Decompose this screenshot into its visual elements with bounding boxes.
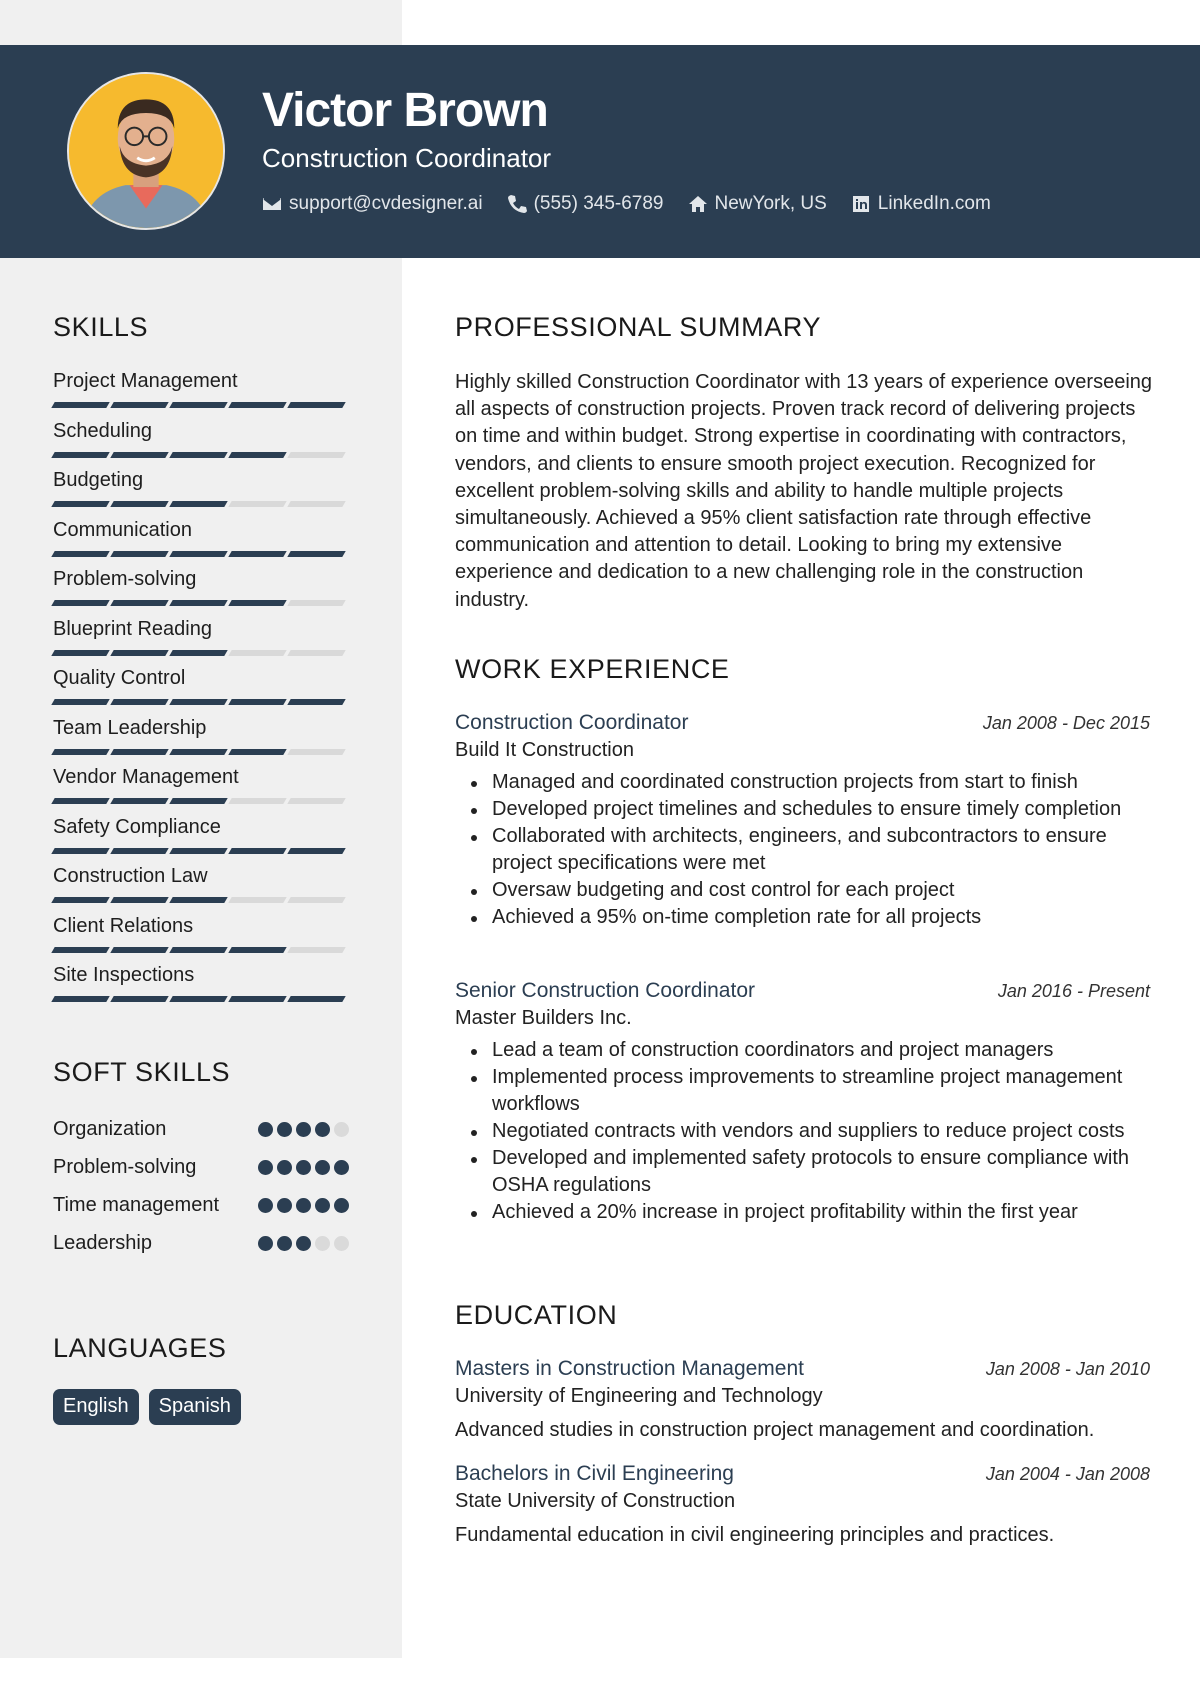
language-badge: Spanish [149, 1389, 241, 1425]
skill-level-bar [53, 551, 349, 557]
languages-heading: LANGUAGES [53, 1333, 227, 1363]
skill-label: Safety Compliance [53, 815, 221, 838]
skill-level-segment [51, 897, 109, 903]
skill-level-bar [53, 798, 349, 804]
job-date: Jan 2008 - Dec 2015 [982, 713, 1150, 733]
skill-level-segment [51, 501, 109, 507]
rating-dot [334, 1160, 349, 1175]
skill-item [53, 369, 349, 419]
skill-level-bar [53, 402, 349, 408]
skill-level-segment [287, 551, 345, 557]
rating-dot [334, 1236, 349, 1251]
soft-skill-rating [254, 1191, 349, 1219]
skill-level-segment [169, 402, 227, 408]
rating-dot [296, 1122, 311, 1137]
education-entry [455, 1357, 1150, 1443]
skill-level-segment [169, 897, 227, 903]
skill-level-segment [287, 947, 345, 953]
skill-level-segment [169, 798, 227, 804]
skill-item [53, 765, 349, 815]
skill-level-segment [51, 848, 109, 854]
contact-linkedin[interactable] [851, 193, 991, 215]
education-heading: EDUCATION [455, 1300, 618, 1330]
rating-dot [334, 1198, 349, 1213]
skill-level-segment [51, 996, 109, 1002]
job-date: Jan 2016 - Present [997, 981, 1150, 1001]
contact-phone[interactable] [507, 193, 664, 215]
skill-level-segment [228, 699, 286, 705]
job-bullet: Oversaw budgeting and cost control for each project [455, 877, 1150, 904]
candidate-name: Victor Brown [262, 84, 548, 137]
skill-level-segment [287, 402, 345, 408]
summary-heading: PROFESSIONAL SUMMARY [455, 312, 822, 342]
soft-skill-rating [254, 1153, 349, 1181]
degree-title: Masters in Construction Management [455, 1357, 804, 1380]
skill-level-segment [287, 501, 345, 507]
skill-label: Project Management [53, 370, 238, 392]
job-bullet: Developed project timelines and schedules to ensure timely completion [455, 796, 1150, 823]
skill-level-segment [51, 600, 109, 606]
skill-level-bar [53, 996, 349, 1002]
rating-dot [296, 1236, 311, 1251]
skill-level-segment [110, 551, 168, 557]
degree-description: Advanced studies in construction project management and coordination. [455, 1419, 1095, 1441]
rating-dot [277, 1160, 292, 1175]
skill-level-segment [51, 551, 109, 557]
job-bullet: Managed and coordinated construction projects from start to finish [455, 769, 1150, 796]
contact-linkedin-text: LinkedIn.com [877, 193, 991, 214]
job-bullet: Achieved a 20% increase in project profitability within the first year [455, 1199, 1150, 1226]
skill-level-segment [228, 947, 286, 953]
job-bullets [455, 769, 1150, 931]
soft-skills-heading: SOFT SKILLS [53, 1057, 231, 1087]
skill-level-segment [51, 699, 109, 705]
skill-item [53, 419, 349, 469]
skill-item [53, 864, 349, 914]
job-company: Master Builders Inc. [455, 1007, 632, 1029]
school-name: University of Engineering and Technology [455, 1385, 823, 1407]
contact-bar [262, 193, 1015, 215]
soft-skill-item [53, 1191, 349, 1219]
soft-skill-rating [254, 1229, 349, 1257]
job-bullet: Collaborated with architects, engineers, and subcontractors to ensure project specifications were met [455, 823, 1150, 877]
home-icon [688, 194, 708, 214]
skill-level-segment [228, 996, 286, 1002]
skill-level-segment [287, 699, 345, 705]
skill-level-segment [110, 501, 168, 507]
rating-dot [277, 1236, 292, 1251]
rating-dot [315, 1236, 330, 1251]
job-entry [455, 979, 1150, 1226]
languages-list [53, 1389, 251, 1425]
skill-level-segment [110, 600, 168, 606]
profile-photo [69, 74, 223, 228]
avatar [67, 72, 225, 230]
skill-level-segment [228, 600, 286, 606]
skill-item [53, 468, 349, 518]
school-name: State University of Construction [455, 1490, 736, 1512]
skill-item [53, 666, 349, 716]
skill-level-segment [169, 600, 227, 606]
contact-location-text: NewYork, US [714, 193, 827, 214]
skill-item [53, 815, 349, 865]
skill-level-segment [169, 699, 227, 705]
job-bullet: Achieved a 95% on-time completion rate for all projects [455, 904, 1150, 931]
skill-level-segment [287, 749, 345, 755]
skill-item [53, 963, 349, 1013]
skill-level-segment [110, 996, 168, 1002]
skill-level-segment [51, 452, 109, 458]
skill-level-segment [287, 452, 345, 458]
skill-level-segment [287, 600, 345, 606]
soft-skill-item [53, 1229, 349, 1257]
skill-label: Budgeting [53, 469, 144, 491]
skill-level-segment [228, 897, 286, 903]
skill-level-segment [169, 947, 227, 953]
rating-dot [315, 1122, 330, 1137]
skill-level-segment [110, 699, 168, 705]
skill-level-segment [228, 749, 286, 755]
rating-dot [315, 1160, 330, 1175]
skill-level-segment [110, 848, 168, 854]
job-bullet: Developed and implemented safety protocols to ensure compliance with OSHA regulations [455, 1145, 1150, 1199]
job-title: Senior Construction Coordinator [455, 979, 755, 1002]
skill-level-segment [110, 897, 168, 903]
skill-level-segment [110, 650, 168, 656]
skill-level-segment [287, 897, 345, 903]
skill-level-segment [110, 452, 168, 458]
skill-item [53, 617, 349, 667]
rating-dot [258, 1236, 273, 1251]
soft-skill-label: Leadership [53, 1232, 152, 1254]
skill-label: Scheduling [53, 419, 152, 442]
phone-icon [507, 194, 527, 214]
contact-location [688, 193, 827, 215]
skill-item [53, 914, 349, 964]
rating-dot [296, 1160, 311, 1175]
skill-label: Problem-solving [53, 568, 197, 590]
skill-level-segment [169, 551, 227, 557]
skill-level-segment [51, 749, 109, 755]
candidate-title: Construction Coordinator [262, 143, 552, 173]
job-bullets [455, 1037, 1150, 1226]
skill-label: Quality Control [53, 667, 186, 689]
skill-level-bar [53, 650, 349, 656]
skill-label: Client Relations [53, 914, 194, 937]
skill-label: Communication [53, 518, 192, 541]
skill-label: Site Inspections [53, 964, 195, 986]
skill-level-segment [51, 947, 109, 953]
soft-skill-label: Organization [53, 1118, 167, 1140]
rating-dot [334, 1122, 349, 1137]
contact-email-text: support@cvdesigner.ai [289, 193, 483, 214]
soft-skill-item [53, 1153, 349, 1181]
skill-level-segment [169, 848, 227, 854]
skill-label: Team Leadership [53, 716, 207, 739]
education-entry [455, 1462, 1150, 1548]
job-bullet: Lead a team of construction coordinators and project managers [455, 1037, 1150, 1064]
skill-level-bar [53, 749, 349, 755]
skills-list [53, 369, 349, 1013]
skill-level-segment [287, 650, 345, 656]
skill-level-segment [287, 798, 345, 804]
job-bullet: Implemented process improvements to streamline project management workflows [455, 1064, 1150, 1118]
skill-level-segment [228, 650, 286, 656]
rating-dot [296, 1198, 311, 1213]
skill-level-segment [169, 452, 227, 458]
skill-level-bar [53, 947, 349, 953]
degree-date: Jan 2008 - Jan 2010 [985, 1359, 1150, 1379]
contact-email[interactable] [262, 193, 483, 215]
soft-skills-list [53, 1115, 349, 1267]
skill-level-segment [169, 501, 227, 507]
skill-level-bar [53, 600, 349, 606]
linkedin-icon [851, 194, 871, 214]
skill-label: Blueprint Reading [53, 617, 212, 640]
soft-skill-rating [254, 1115, 349, 1143]
rating-dot [258, 1198, 273, 1213]
skill-level-segment [110, 798, 168, 804]
summary-text: Highly skilled Construction Coordinator with 13 years of experience overseeing all aspects of construction projects. Proven track record of delivering projects on time and within budget. Strong expertise in coordinating with contractors, vendors, and clients to ensure smooth project execution. Recognized for excellent problem-solving skills and ability to handle multiple projects simultaneously. Achieved a 95% client satisfaction rate through effective communication and attention to detail. Looking to bring my extensive experience and dedication to a new challenging role in the construction industry. [455, 371, 1153, 611]
job-bullet: Negotiated contracts with vendors and suppliers to reduce project costs [455, 1118, 1150, 1145]
language-badge: English [53, 1389, 139, 1425]
skill-level-segment [287, 848, 345, 854]
skill-item [53, 518, 349, 568]
rating-dot [277, 1122, 292, 1137]
skill-level-segment [51, 650, 109, 656]
skill-level-segment [228, 798, 286, 804]
job-entry [455, 711, 1150, 931]
soft-skill-item [53, 1115, 349, 1143]
skill-level-segment [169, 749, 227, 755]
skill-level-bar [53, 452, 349, 458]
envelope-icon [262, 194, 282, 214]
skill-level-segment [228, 551, 286, 557]
rating-dot [258, 1160, 273, 1175]
skill-level-bar [53, 848, 349, 854]
skill-level-segment [228, 452, 286, 458]
skill-level-segment [228, 501, 286, 507]
job-title: Construction Coordinator [455, 711, 689, 734]
rating-dot [315, 1198, 330, 1213]
skill-label: Construction Law [53, 865, 208, 887]
degree-description: Fundamental education in civil engineering principles and practices. [455, 1524, 1055, 1546]
skill-level-bar [53, 501, 349, 507]
skill-level-segment [228, 848, 286, 854]
skill-item [53, 567, 349, 617]
skill-level-segment [110, 947, 168, 953]
contact-phone-text: (555) 345-6789 [533, 193, 664, 214]
skill-level-segment [110, 749, 168, 755]
skill-level-segment [287, 996, 345, 1002]
job-company: Build It Construction [455, 739, 634, 761]
degree-title: Bachelors in Civil Engineering [455, 1462, 734, 1485]
experience-heading: WORK EXPERIENCE [455, 654, 730, 684]
skill-level-bar [53, 897, 349, 903]
skill-level-segment [110, 402, 168, 408]
skill-level-bar [53, 699, 349, 705]
skill-level-segment [169, 996, 227, 1002]
skill-label: Vendor Management [53, 766, 239, 788]
skill-level-segment [228, 402, 286, 408]
degree-date: Jan 2004 - Jan 2008 [985, 1464, 1150, 1484]
skill-level-segment [51, 798, 109, 804]
soft-skill-label: Time management [53, 1194, 219, 1216]
rating-dot [277, 1198, 292, 1213]
soft-skill-label: Problem-solving [53, 1156, 197, 1178]
skill-item [53, 716, 349, 766]
skills-heading: SKILLS [53, 312, 149, 342]
skill-level-segment [169, 650, 227, 656]
rating-dot [258, 1122, 273, 1137]
skill-level-segment [51, 402, 109, 408]
